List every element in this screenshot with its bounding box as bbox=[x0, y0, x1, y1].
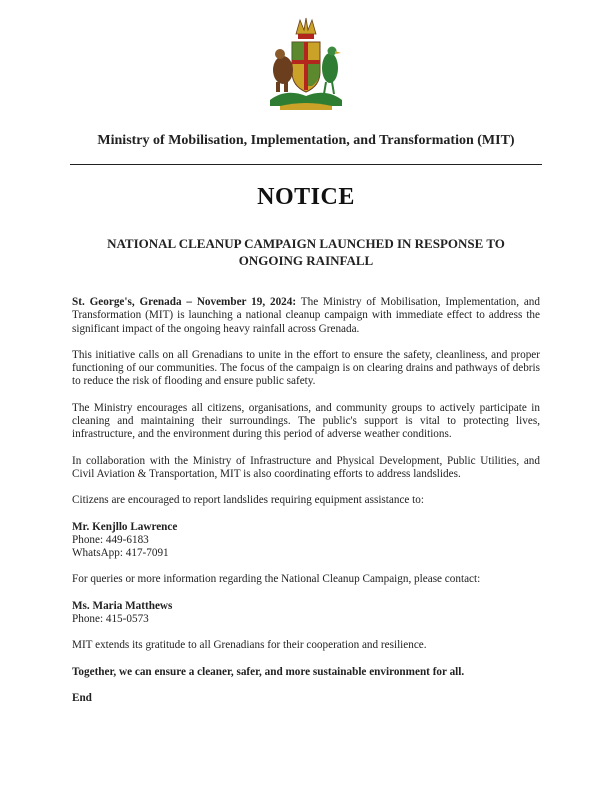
contact-2-phone: Phone: 415-0573 bbox=[72, 613, 149, 626]
notice-title: NOTICE bbox=[257, 184, 355, 210]
contact-1-phone: Phone: 449-6183 bbox=[72, 533, 149, 546]
contact-block-2 bbox=[72, 600, 540, 627]
paragraph-5: Citizens are encouraged to report landslides requiring equipment assistance to: bbox=[72, 494, 424, 507]
notice-body bbox=[72, 296, 540, 718]
paragraph-2: This initiative calls on all Grenadians to unite in the effort to ensure the safety, cleanliness, and proper functioning of our communities. The focus of the campaign is on clearing drains and pathways of debris to reduce the risk of flooding and ensure public safety. bbox=[72, 348, 540, 388]
header-divider bbox=[70, 164, 542, 165]
closing-statement: Together, we can ensure a cleaner, safer, and more sustainable environment for all. bbox=[72, 665, 465, 678]
contact-block-1 bbox=[72, 521, 540, 561]
crest-armadillo-supporter bbox=[273, 49, 293, 92]
contact-2-name: Ms. Maria Matthews bbox=[72, 599, 173, 612]
dateline: St. George's, Grenada – November 19, 2024: bbox=[72, 296, 297, 308]
crest-crown bbox=[296, 18, 316, 39]
headline-line-1: NATIONAL CLEANUP CAMPAIGN LAUNCHED IN RESPONSE TO bbox=[107, 236, 505, 251]
paragraph-6: For queries or more information regarding the National Cleanup Campaign, please contact: bbox=[72, 573, 481, 586]
headline bbox=[80, 235, 532, 269]
crest-dove-supporter bbox=[322, 47, 341, 95]
grenada-coat-of-arms-logo bbox=[266, 14, 346, 114]
headline-line-2: ONGOING RAINFALL bbox=[238, 253, 374, 268]
paragraph-intro bbox=[72, 296, 540, 336]
crest-base bbox=[270, 93, 342, 110]
contact-1-whatsapp: WhatsApp: 417-7091 bbox=[72, 547, 169, 560]
end-marker: End bbox=[72, 691, 92, 704]
paragraph-7: MIT extends its gratitude to all Grenadians for their cooperation and resilience. bbox=[72, 639, 427, 652]
paragraph-1: The Ministry of Mobilisation, Implementation, and Transformation (MIT) is launching a national cleanup campaign with immediate effect to address the significant impact of the ongoing heavy rainfall across Grenada. bbox=[72, 296, 540, 335]
ministry-name: Ministry of Mobilisation, Implementation, and Transformation (MIT) bbox=[97, 133, 515, 148]
contact-1-name: Mr. Kenjllo Lawrence bbox=[72, 520, 178, 533]
crest-shield bbox=[292, 42, 320, 92]
paragraph-4: In collaboration with the Ministry of Infrastructure and Physical Development, Public Utilities, and Civil Aviation & Transportation, MIT is also coordinating efforts to address landslides. bbox=[72, 454, 540, 480]
paragraph-3: The Ministry encourages all citizens, organisations, and community groups to actively participate in cleaning and maintaining their surroundings. The public's support is vital to protecting lives, infrastructure, and the environment during this period of adverse weather conditions. bbox=[72, 401, 540, 441]
